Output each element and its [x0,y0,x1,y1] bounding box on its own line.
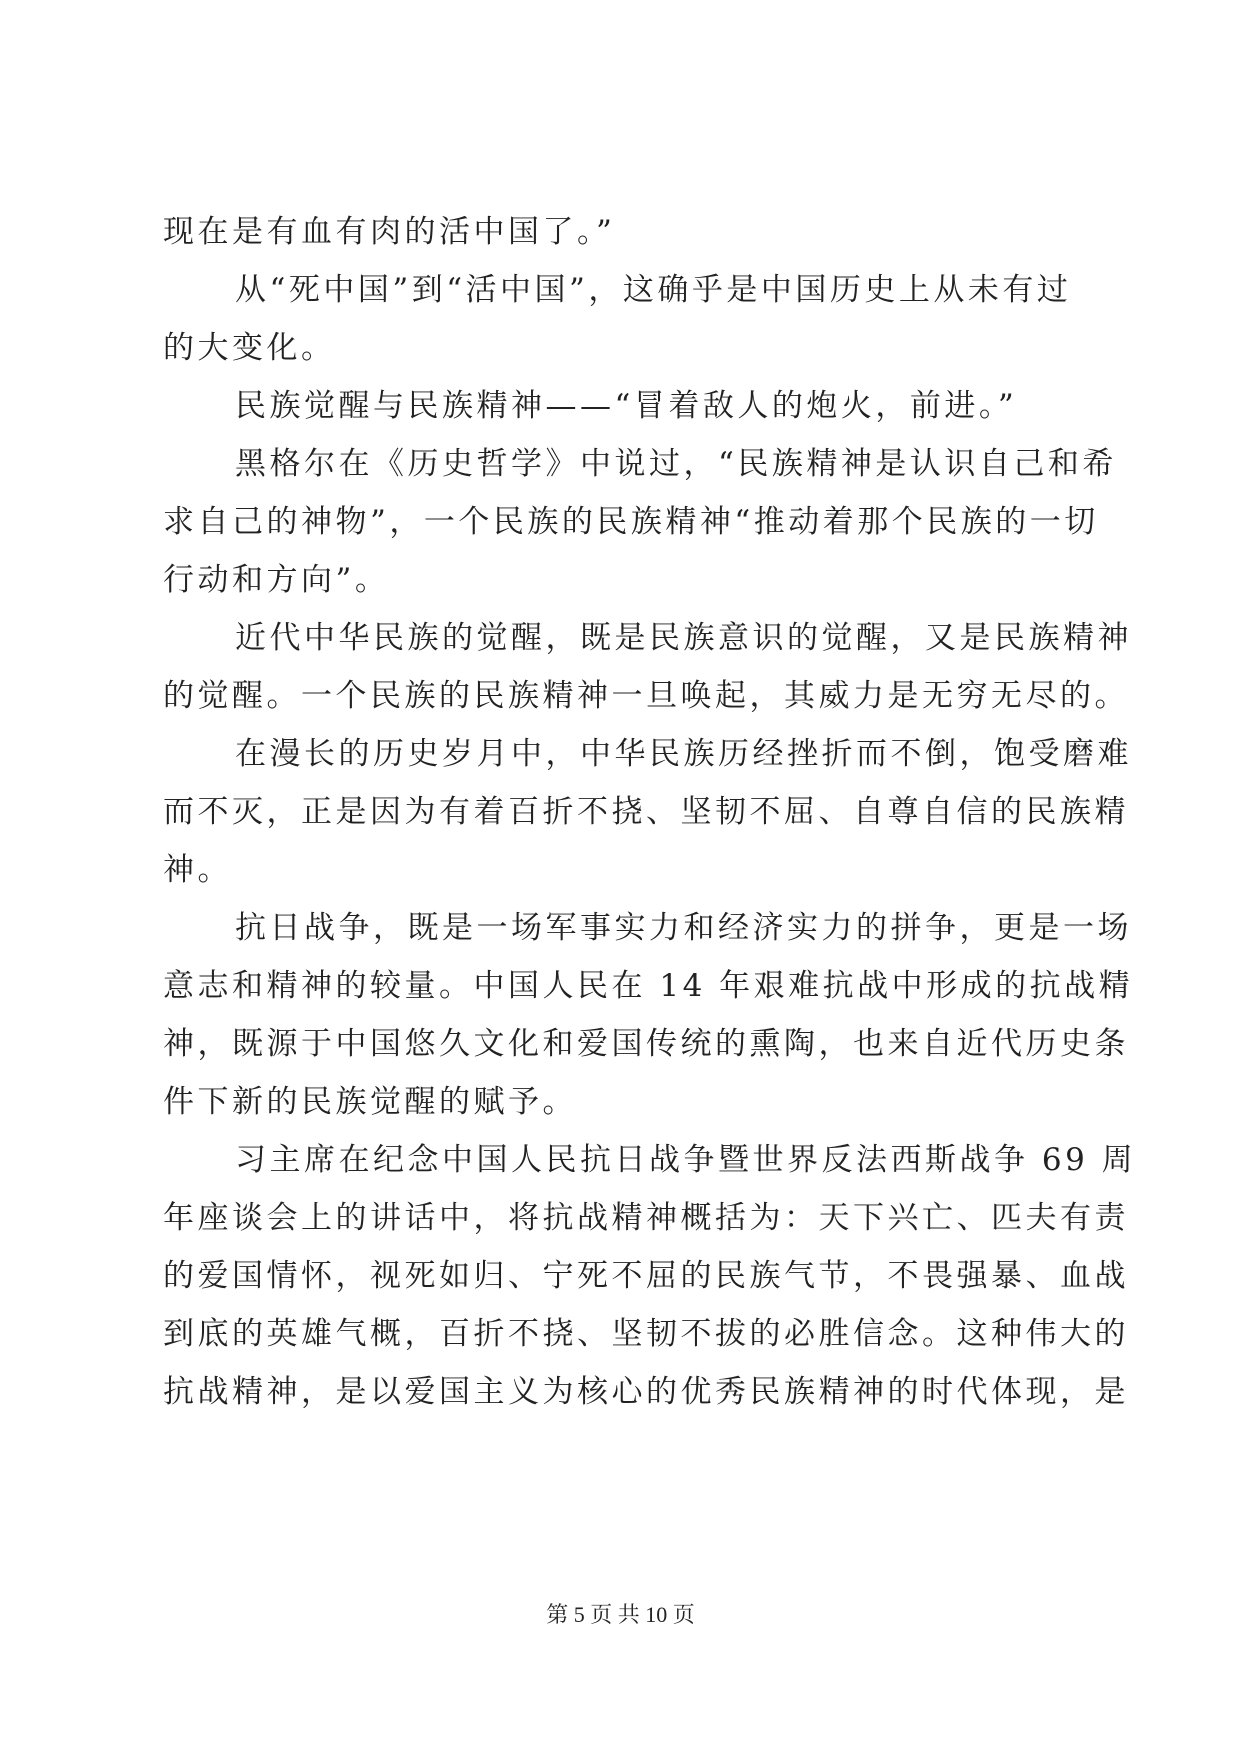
paragraph-start-line: 抗日战争，既是一场军事实力和经济实力的拼争，更是一场 [235,910,1132,946]
text-line: 神，既源于中国悠久文化和爱国传统的熏陶，也来自近代历史条 [163,1026,1129,1062]
page-number-footer: 第 5 页 共 10 页 [546,1602,695,1627]
text-line: 年座谈会上的讲话中，将抗战精神概括为：天下兴亡、匹夫有责 [163,1200,1129,1236]
text-line: 行动和方向”。 [163,562,390,598]
paragraph-start-line: 从“死中国”到“活中国”，这确乎是中国历史上从未有过 [235,272,1072,308]
text-line: 抗战精神，是以爱国主义为核心的优秀民族精神的时代体现，是 [163,1374,1129,1410]
paragraph-start-line: 黑格尔在《历史哲学》中说过，“民族精神是认识自己和希 [235,446,1117,482]
paragraph-start-line: 在漫长的历史岁月中，中华民族历经挫折而不倒，饱受磨难 [235,736,1132,772]
text-line: 件下新的民族觉醒的赋予。 [163,1084,577,1120]
text-line: 意志和精神的较量。中国人民在 14 年艰难抗战中形成的抗战精 [163,968,1134,1004]
text-line: 到底的英雄气概，百折不挠、坚韧不拔的必胜信念。这种伟大的 [163,1316,1129,1352]
text-line: 的大变化。 [163,330,336,366]
paragraph-start-line: 习主席在纪念中国人民抗日战争暨世界反法西斯战争 69 周 [235,1142,1137,1178]
text-line: 的爱国情怀，视死如归、宁死不屈的民族气节，不畏强暴、血战 [163,1258,1129,1294]
text-line: 而不灭，正是因为有着百折不挠、坚韧不屈、自尊自信的民族精 [163,794,1129,830]
text-line: 的觉醒。一个民族的民族精神一旦唤起，其威力是无穷无尽的。 [163,678,1129,714]
paragraph-start-line: 近代中华民族的觉醒，既是民族意识的觉醒，又是民族精神 [235,620,1132,656]
section-heading-line: 民族觉醒与民族精神——“冒着敌人的炮火，前进。” [235,388,1018,424]
body-text [163,203,1137,1421]
text-line: 现在是有血有肉的活中国了。” [163,214,616,250]
text-line: 求自己的神物”，一个民族的民族精神“推动着那个民族的一切 [163,504,1099,540]
text-line: 神。 [163,852,232,888]
